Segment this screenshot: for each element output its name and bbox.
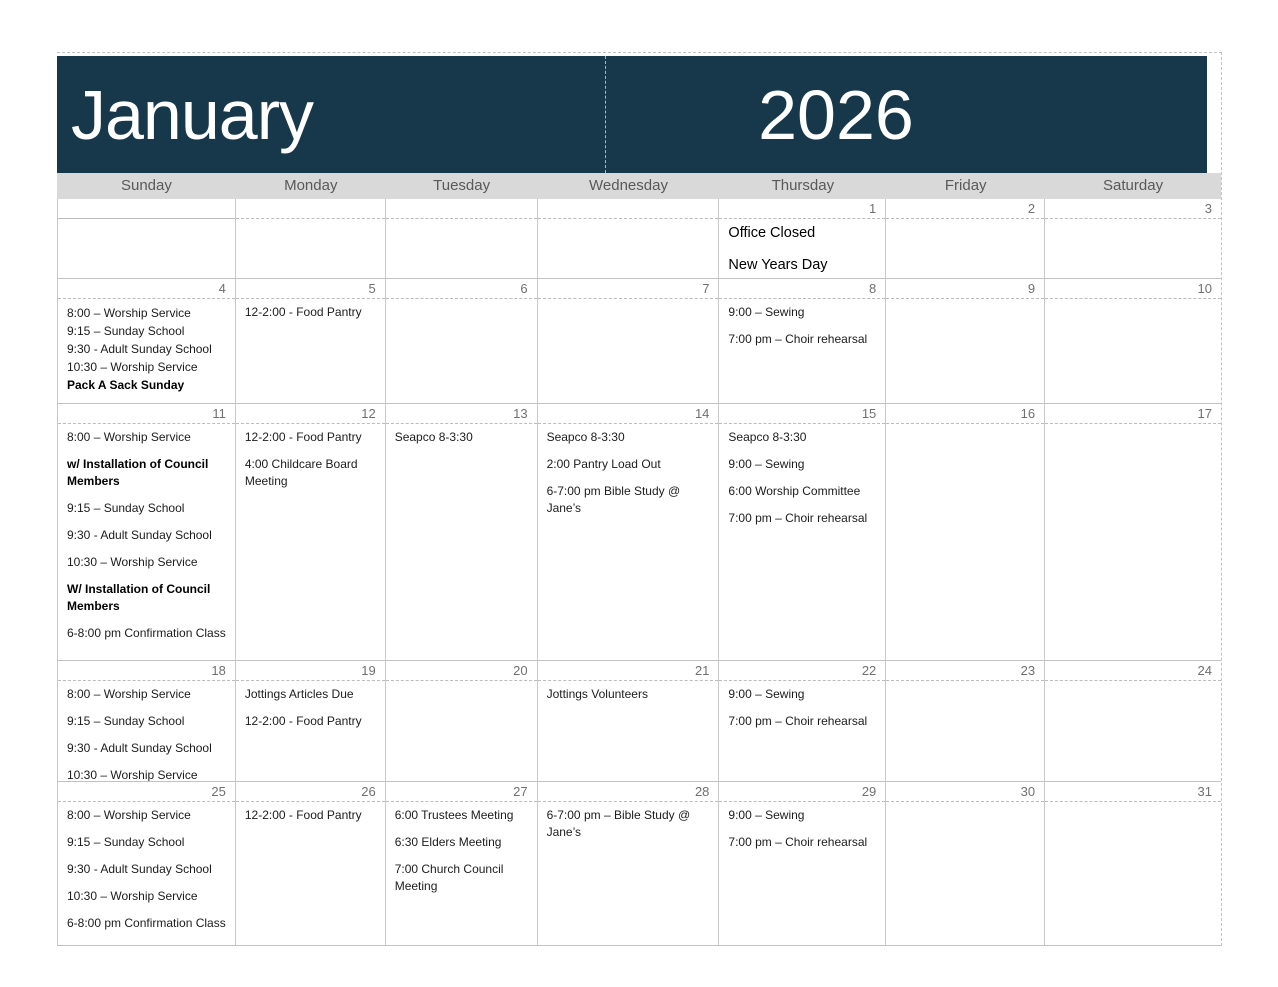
cell-events <box>1045 681 1221 689</box>
cell-date: 20 <box>386 661 537 681</box>
calendar-cell <box>386 199 538 278</box>
event-text: 4:00 Childcare Board Meeting <box>244 457 358 488</box>
calendar-cell <box>236 279 386 403</box>
weekday-label: Friday <box>944 177 987 194</box>
event-text: 6:30 Elders Meeting <box>394 835 502 849</box>
cell-events <box>538 802 719 854</box>
event-text: 12-2:00 - Food Pantry <box>244 305 362 319</box>
event-text: Office Closed <box>728 225 816 241</box>
cell-events <box>719 424 885 540</box>
event-text: 9:15 – Sunday School <box>67 835 185 849</box>
cell-date: 11 <box>58 404 235 424</box>
calendar-cell <box>1045 199 1221 278</box>
event-text: 6:00 Trustees Meeting <box>394 808 514 822</box>
event-text: Seapco 8-3:30 <box>546 430 625 444</box>
calendar-cell <box>236 782 386 945</box>
event-text: 6-7:00 pm Bible Study @ Jane’s <box>546 484 681 515</box>
event-text: 7:00 pm – Choir rehearsal <box>728 714 868 728</box>
cell-events <box>719 299 885 361</box>
event-text: 9:30 - Adult Sunday School <box>67 528 212 542</box>
cell-date: 10 <box>1045 279 1221 299</box>
calendar-cell <box>886 661 1045 781</box>
cell-events <box>886 219 1044 227</box>
cell-date: 17 <box>1045 404 1221 424</box>
cell-date: 24 <box>1045 661 1221 681</box>
event-text: Jottings Volunteers <box>546 687 648 701</box>
cell-date: 27 <box>386 782 537 802</box>
cell-events <box>386 424 537 459</box>
event-text: 7:00 pm – Choir rehearsal <box>728 332 868 346</box>
calendar-week-row <box>57 199 1221 279</box>
cell-date: 5 <box>236 279 385 299</box>
calendar-cell <box>1045 661 1221 781</box>
event-text: Seapco 8-3:30 <box>394 430 473 444</box>
event-text: 10:30 – Worship Service <box>67 555 198 569</box>
calendar-grid <box>57 199 1221 946</box>
cell-date: 26 <box>236 782 385 802</box>
calendar-week-row <box>57 404 1221 661</box>
cell-events <box>886 299 1044 307</box>
event-text: 10:30 – Worship Service <box>67 768 198 781</box>
weekday-header-row <box>57 173 1221 199</box>
cell-events <box>538 681 719 716</box>
calendar-cell <box>538 199 720 278</box>
calendar-cell <box>57 279 236 403</box>
event-text: 10:30 – Worship Service <box>67 360 198 374</box>
event-text: 9:30 - Adult Sunday School <box>67 741 212 755</box>
cell-date: 8 <box>719 279 885 299</box>
cell-events <box>236 299 385 334</box>
calendar-cell <box>538 782 720 945</box>
cell-events <box>886 802 1044 810</box>
event-text: 9:15 – Sunday School <box>67 324 185 338</box>
event-text: 12-2:00 - Food Pantry <box>244 714 362 728</box>
calendar-cell <box>386 782 538 945</box>
calendar-cell <box>538 661 720 781</box>
cell-date: 23 <box>886 661 1044 681</box>
cell-events <box>386 802 537 908</box>
cell-events <box>386 681 537 689</box>
calendar <box>57 52 1222 946</box>
event-text: 8:00 – Worship Service <box>67 306 191 320</box>
cell-events <box>719 219 885 278</box>
event-text: 8:00 – Worship Service <box>67 687 191 701</box>
cell-date: 7 <box>538 279 719 299</box>
cell-date: 9 <box>886 279 1044 299</box>
cell-date: 12 <box>236 404 385 424</box>
cell-date: 1 <box>719 199 885 219</box>
cell-date <box>58 199 235 219</box>
calendar-cell <box>538 404 720 660</box>
weekday-label: Sunday <box>120 177 172 194</box>
cell-date <box>386 199 537 219</box>
calendar-cell <box>886 782 1045 945</box>
cell-events <box>58 424 235 655</box>
calendar-cell <box>57 199 236 278</box>
cell-date: 16 <box>886 404 1044 424</box>
cell-events <box>58 681 235 781</box>
calendar-cell <box>236 199 386 278</box>
calendar-cell <box>886 199 1045 278</box>
cell-date: 15 <box>719 404 885 424</box>
calendar-week-row <box>57 782 1221 946</box>
weekday-label: Monday <box>284 177 338 194</box>
event-text: 6-7:00 pm – Bible Study @ Jane’s <box>546 808 691 839</box>
calendar-cell <box>386 404 538 660</box>
calendar-week-row <box>57 661 1221 782</box>
calendar-cell <box>57 782 236 945</box>
cell-events <box>386 299 537 307</box>
cell-date: 14 <box>538 404 719 424</box>
cell-events <box>538 424 719 530</box>
weekday-label: Thursday <box>771 177 835 194</box>
event-text: 9:30 - Adult Sunday School <box>67 862 212 876</box>
calendar-cell <box>538 279 720 403</box>
cell-events <box>886 424 1044 432</box>
cell-events <box>58 219 235 227</box>
event-text: Seapco 8-3:30 <box>728 430 807 444</box>
calendar-cell <box>886 279 1045 403</box>
cell-date <box>236 199 385 219</box>
event-text: 2:00 Pantry Load Out <box>546 457 661 471</box>
calendar-cell <box>886 404 1045 660</box>
event-text: 6-8:00 pm Confirmation Class <box>67 626 226 640</box>
cell-events <box>236 424 385 503</box>
event-text: Pack A Sack Sunday <box>67 378 185 392</box>
event-text: 6:00 Worship Committee <box>728 484 861 498</box>
calendar-cell <box>1045 404 1221 660</box>
cell-events <box>538 219 719 227</box>
calendar-cell <box>719 782 886 945</box>
calendar-cell <box>1045 782 1221 945</box>
cell-date: 31 <box>1045 782 1221 802</box>
event-text: 9:00 – Sewing <box>728 687 805 701</box>
event-text: 12-2:00 - Food Pantry <box>244 808 362 822</box>
cell-date: 30 <box>886 782 1044 802</box>
calendar-cell <box>386 661 538 781</box>
event-text: w/ Installation of Council Members <box>67 457 209 488</box>
calendar-cell <box>719 661 886 781</box>
event-text: 8:00 – Worship Service <box>67 430 191 444</box>
weekday-label: Wednesday <box>589 177 668 194</box>
event-text: 7:00 pm – Choir rehearsal <box>728 835 868 849</box>
cell-date: 28 <box>538 782 719 802</box>
event-text: 8:00 – Worship Service <box>67 808 191 822</box>
event-text: 10:30 – Worship Service <box>67 889 198 903</box>
cell-events <box>1045 219 1221 227</box>
event-text: 12-2:00 - Food Pantry <box>244 430 362 444</box>
cell-events <box>886 681 1044 689</box>
cell-events <box>58 299 235 397</box>
cell-date: 19 <box>236 661 385 681</box>
cell-date: 4 <box>58 279 235 299</box>
event-text: W/ Installation of Council Members <box>67 582 211 613</box>
event-text: 9:15 – Sunday School <box>67 714 185 728</box>
weekday-label: Tuesday <box>433 177 491 194</box>
cell-events <box>1045 802 1221 810</box>
cell-date: 21 <box>538 661 719 681</box>
cell-date: 2 <box>886 199 1044 219</box>
event-text: 9:30 - Adult Sunday School <box>67 342 212 356</box>
event-text: Jottings Articles Due <box>244 687 354 701</box>
event-text: 9:00 – Sewing <box>728 305 805 319</box>
cell-events <box>719 681 885 743</box>
event-text: 7:00 pm – Choir rehearsal <box>728 511 868 525</box>
cell-date: 13 <box>386 404 537 424</box>
cell-events <box>1045 424 1221 432</box>
calendar-cell <box>57 661 236 781</box>
calendar-cell <box>719 404 886 660</box>
cell-events <box>236 802 385 837</box>
calendar-week-row <box>57 279 1221 404</box>
calendar-cell <box>236 404 386 660</box>
event-text: 9:00 – Sewing <box>728 457 805 471</box>
cell-events <box>58 802 235 945</box>
cell-date: 25 <box>58 782 235 802</box>
cell-date <box>538 199 719 219</box>
calendar-cell <box>719 199 886 278</box>
event-text: 9:00 – Sewing <box>728 808 805 822</box>
calendar-title-bar <box>57 56 1207 173</box>
cell-events <box>1045 299 1221 307</box>
cell-events <box>236 219 385 227</box>
cell-events <box>386 219 537 227</box>
cell-date: 22 <box>719 661 885 681</box>
cell-date: 6 <box>386 279 537 299</box>
event-text: 6-8:00 pm Confirmation Class <box>67 916 226 930</box>
cell-events <box>719 802 885 864</box>
month-title: January <box>71 75 314 154</box>
event-text: 7:00 Church Council Meeting <box>394 862 504 893</box>
calendar-cell <box>1045 279 1221 403</box>
event-text: 9:15 – Sunday School <box>67 501 185 515</box>
cell-date: 3 <box>1045 199 1221 219</box>
cell-date: 29 <box>719 782 885 802</box>
page-break-line <box>605 56 606 173</box>
cell-events <box>538 299 719 307</box>
calendar-cell <box>236 661 386 781</box>
weekday-label: Saturday <box>1103 177 1164 194</box>
cell-date: 18 <box>58 661 235 681</box>
event-text: New Years Day <box>728 257 828 273</box>
year-title: 2026 <box>758 75 914 154</box>
cell-events <box>236 681 385 743</box>
calendar-cell <box>57 404 236 660</box>
calendar-cell <box>719 279 886 403</box>
calendar-cell <box>386 279 538 403</box>
